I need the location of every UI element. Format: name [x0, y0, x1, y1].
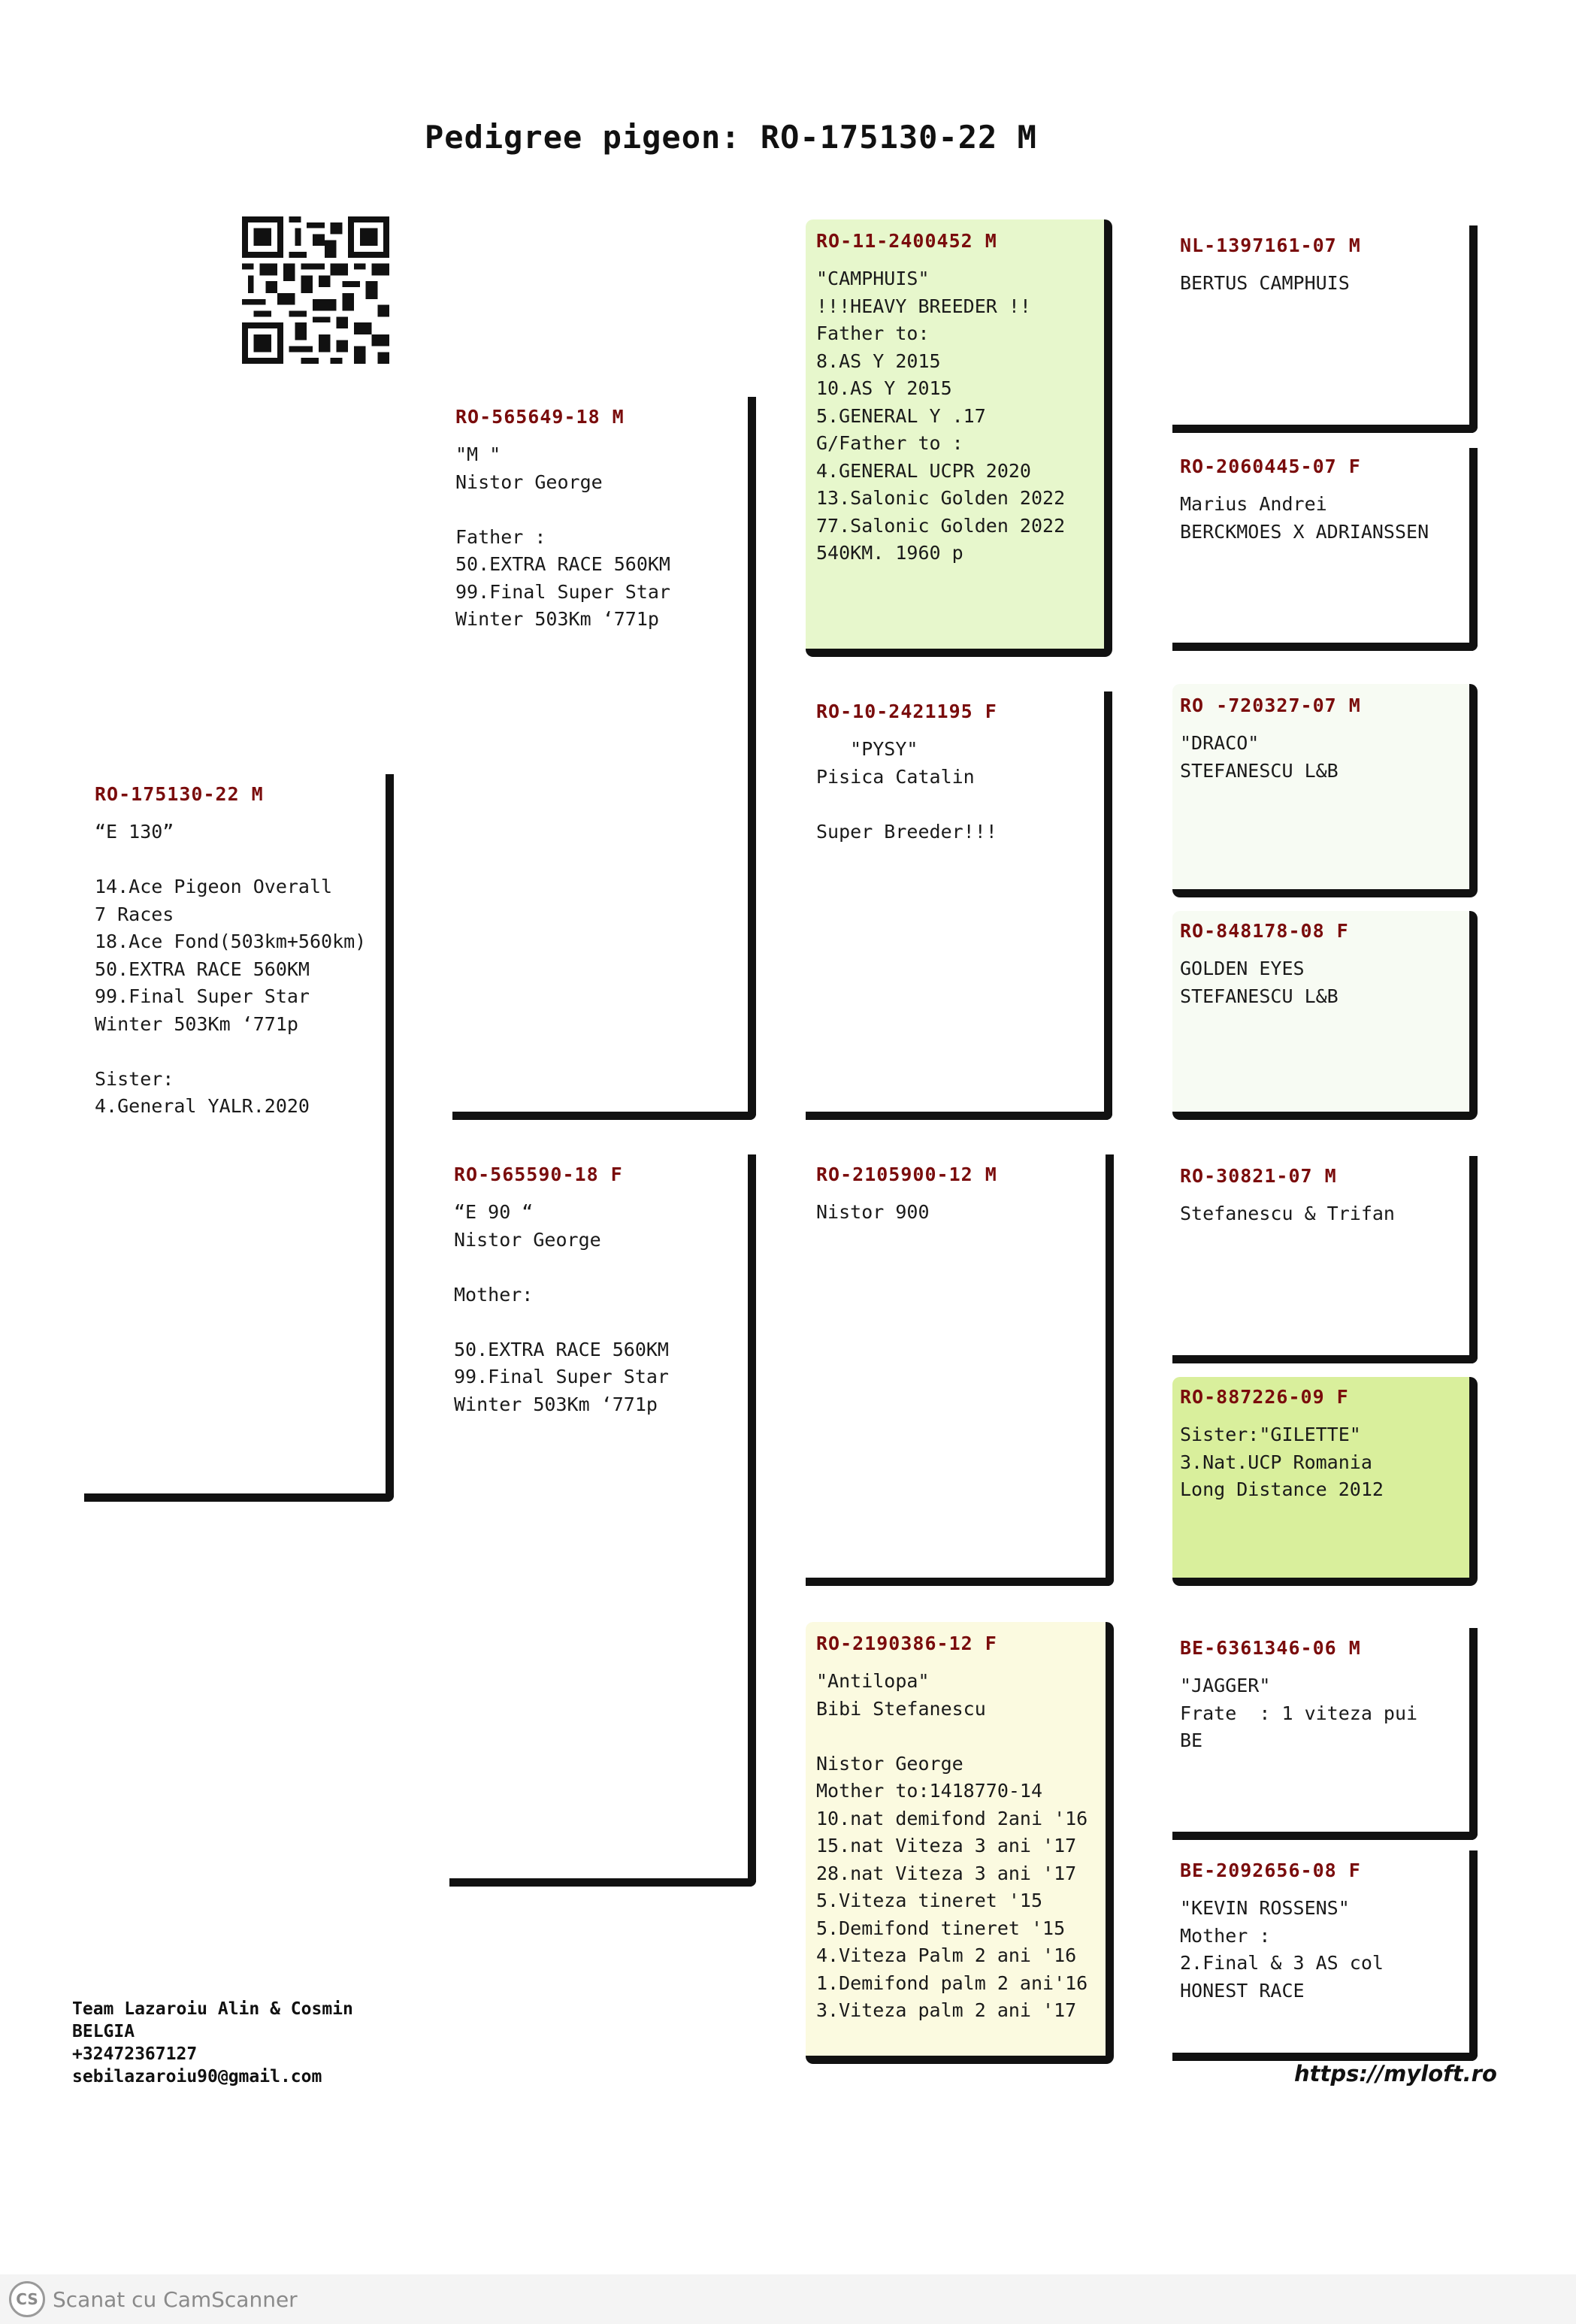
ggp-7-line: "JAGGER": [1180, 1675, 1271, 1696]
granddam-maternal-line: 10.nat demifond 2ani '16: [816, 1807, 1088, 1829]
subject-line: Winter 503Km ‘771p: [95, 1012, 298, 1035]
ggp-card-3: [1172, 684, 1478, 897]
granddam-paternal-card: [806, 691, 1112, 1120]
ggp-notes-5: [1180, 1200, 1469, 1228]
ggp-6-line: Long Distance 2012: [1180, 1478, 1384, 1500]
grandsire-paternal-notes: [816, 265, 1104, 567]
subject-line: “E 130”: [95, 821, 174, 843]
ggp-notes-3: [1180, 730, 1469, 785]
father-line: Winter 503Km ‘771p: [455, 608, 659, 630]
grandsire-paternal-line: !!!HEAVY BREEDER !!: [816, 295, 1031, 317]
granddam-maternal-line: Nistor George: [816, 1752, 963, 1775]
ggp-notes-6: [1180, 1421, 1469, 1504]
granddam-paternal-line: Super Breeder!!!: [816, 820, 997, 843]
granddam-maternal-card: [806, 1622, 1114, 2064]
grandsire-maternal-card: [806, 1154, 1114, 1586]
scanner-caption: Scanat cu CamScanner: [53, 2286, 298, 2312]
ggp-ring-5: RO-30821-07 M: [1180, 1165, 1337, 1187]
ggp-8-line: 2.Final & 3 AS col: [1180, 1952, 1384, 1974]
subject-line: 4.General YALR.2020: [95, 1095, 310, 1117]
ggp-8-line: HONEST RACE: [1180, 1979, 1305, 2002]
father-ring: RO-565649-18 M: [455, 406, 625, 428]
subject-line: 18.Ace Fond(503km+560km): [95, 931, 367, 952]
subject-line: 99.Final Super Star: [95, 985, 310, 1007]
ggp-8-line: "KEVIN ROSSENS": [1180, 1897, 1350, 1919]
grandsire-paternal-line: "CAMPHUIS": [816, 268, 930, 289]
ggp-notes-1: [1180, 270, 1469, 298]
qr-code-icon: [242, 216, 389, 364]
mother-line: 50.EXTRA RACE 560KM: [454, 1338, 669, 1360]
team-name: Team Lazaroiu Alin & Cosmin: [72, 1999, 353, 2019]
granddam-maternal-line: 15.nat Viteza 3 ani '17: [816, 1835, 1077, 1856]
granddam-paternal-line: "PYSY": [816, 738, 918, 760]
granddam-paternal-line: Pisica Catalin: [816, 765, 975, 788]
granddam-maternal-line: 1.Demifond palm 2 ani'16: [816, 1971, 1088, 1994]
mother-ring: RO-565590-18 F: [454, 1164, 623, 1185]
grandsire-paternal-line: 77.Salonic Golden 2022: [816, 514, 1066, 537]
ggp-2-line: Marius Andrei: [1180, 493, 1327, 515]
ggp-5-line: Stefanescu & Trifan: [1180, 1203, 1395, 1224]
grandsire-maternal-line: Nistor 900: [816, 1201, 930, 1223]
granddam-maternal-line: 5.Demifond tineret '15: [816, 1917, 1066, 1939]
granddam-maternal-line: 4.Viteza Palm 2 ani '16: [816, 1944, 1077, 1966]
ggp-notes-4: [1180, 955, 1469, 1010]
subject-notes: [95, 819, 386, 1121]
ggp-notes-2: [1180, 491, 1469, 546]
subject-line: [95, 846, 386, 874]
subject-ring: RO-175130-22 M: [95, 783, 264, 805]
phone-number: +32472367127: [72, 2044, 198, 2064]
ggp-card-6: [1172, 1377, 1478, 1586]
grandsire-paternal-line: G/Father to :: [816, 432, 963, 454]
ggp-card-5: [1172, 1156, 1478, 1363]
mother-line: “E 90 “: [454, 1201, 534, 1223]
grandsire-paternal-line: 4.GENERAL UCPR 2020: [816, 459, 1031, 482]
mother-line: Mother:: [454, 1283, 534, 1306]
ggp-6-line: Sister:"GILETTE": [1180, 1424, 1361, 1445]
grandsire-maternal-ring: RO-2105900-12 M: [816, 1164, 997, 1185]
granddam-maternal-line: 3.Viteza palm 2 ani '17: [816, 1999, 1077, 2021]
father-line: "M ": [455, 443, 501, 465]
granddam-paternal-notes: [816, 736, 1104, 846]
email-address: sebilazaroiu90@gmail.com: [72, 2067, 322, 2086]
ggp-ring-1: NL-1397161-07 M: [1180, 235, 1361, 256]
grandsire-paternal-line: 10.AS Y 2015: [816, 377, 952, 399]
granddam-paternal-line: [816, 791, 1104, 819]
granddam-maternal-line: 5.Viteza tineret '15: [816, 1890, 1043, 1911]
contact-block: [72, 1998, 353, 2088]
granddam-maternal-line: Bibi Stefanescu: [816, 1697, 986, 1720]
father-notes: [455, 441, 748, 634]
ggp-3-line: STEFANESCU L&B: [1180, 759, 1339, 782]
ggp-ring-7: BE-6361346-06 M: [1180, 1637, 1361, 1659]
granddam-maternal-notes: [816, 1668, 1106, 2025]
ggp-card-4: [1172, 911, 1478, 1120]
ggp-notes-8: [1180, 1895, 1469, 2005]
ggp-notes-7: [1180, 1672, 1469, 1755]
ggp-card-2: [1172, 448, 1478, 651]
subject-line: 50.EXTRA RACE 560KM: [95, 958, 310, 980]
website-link[interactable]: https://myloft.ro: [1294, 2061, 1497, 2086]
grandsire-paternal-card: [806, 219, 1112, 657]
ggp-ring-6: RO-887226-09 F: [1180, 1386, 1349, 1408]
ggp-7-line: Frate : 1 viteza pui: [1180, 1702, 1418, 1724]
grandsire-paternal-line: 5.GENERAL Y .17: [816, 404, 986, 427]
grandsire-maternal-notes: [816, 1199, 1106, 1227]
mother-notes: [454, 1199, 748, 1418]
ggp-6-line: 3.Nat.UCP Romania: [1180, 1451, 1372, 1473]
granddam-maternal-ring: RO-2190386-12 F: [816, 1633, 997, 1654]
grandsire-paternal-line: 13.Salonic Golden 2022: [816, 487, 1066, 509]
scanner-footer: [0, 2274, 1576, 2324]
camscanner-logo-icon: CS: [9, 2281, 45, 2317]
father-line: Father :: [455, 525, 546, 548]
subject-line: Sister:: [95, 1067, 174, 1090]
ggp-2-line: BERCKMOES X ADRIANSSEN: [1180, 520, 1429, 543]
ggp-8-line: Mother :: [1180, 1924, 1271, 1947]
ggp-7-line: BE: [1180, 1729, 1203, 1751]
mother-line: Winter 503Km ‘771p: [454, 1393, 658, 1415]
granddam-maternal-line: Mother to:1418770-14: [816, 1780, 1043, 1802]
father-line: 50.EXTRA RACE 560KM: [455, 553, 670, 575]
ggp-card-8: [1172, 1850, 1478, 2061]
ggp-1-line: BERTUS CAMPHUIS: [1180, 272, 1350, 294]
subject-card: [84, 774, 394, 1502]
father-line: Nistor George: [455, 471, 603, 493]
father-card: [452, 397, 756, 1120]
grandsire-paternal-line: 8.AS Y 2015: [816, 350, 941, 372]
ggp-ring-2: RO-2060445-07 F: [1180, 455, 1361, 477]
father-line: [455, 496, 748, 524]
mother-line: Nistor George: [454, 1228, 601, 1251]
granddam-maternal-line: 28.nat Viteza 3 ani '17: [816, 1862, 1077, 1884]
ggp-ring-4: RO-848178-08 F: [1180, 920, 1349, 942]
ggp-4-line: STEFANESCU L&B: [1180, 985, 1339, 1007]
ggp-3-line: "DRACO": [1180, 732, 1260, 754]
grandsire-paternal-line: 540KM. 1960 p: [816, 542, 963, 564]
subject-line: 7 Races: [95, 903, 174, 925]
mother-line: [454, 1254, 748, 1282]
ggp-card-1: [1172, 225, 1478, 433]
ggp-card-7: [1172, 1628, 1478, 1840]
grandsire-paternal-ring: RO-11-2400452 M: [816, 230, 997, 252]
father-line: 99.Final Super Star: [455, 580, 670, 603]
ggp-4-line: GOLDEN EYES: [1180, 958, 1305, 979]
grandsire-paternal-line: Father to:: [816, 322, 930, 344]
mother-line: 99.Final Super Star: [454, 1366, 669, 1387]
page-title: Pedigree pigeon: RO-175130-22 M: [425, 119, 1037, 156]
ggp-ring-3: RO -720327-07 M: [1180, 694, 1361, 716]
ggp-ring-8: BE-2092656-08 F: [1180, 1860, 1361, 1881]
mother-card: [449, 1154, 756, 1887]
country: BELGIA: [72, 2022, 135, 2041]
subject-line: 14.Ace Pigeon Overall: [95, 876, 333, 897]
granddam-maternal-line: [816, 1723, 1106, 1751]
granddam-maternal-line: "Antilopa": [816, 1670, 930, 1692]
subject-line: [95, 1038, 386, 1066]
granddam-paternal-ring: RO-10-2421195 F: [816, 701, 997, 722]
mother-line: [454, 1309, 748, 1336]
